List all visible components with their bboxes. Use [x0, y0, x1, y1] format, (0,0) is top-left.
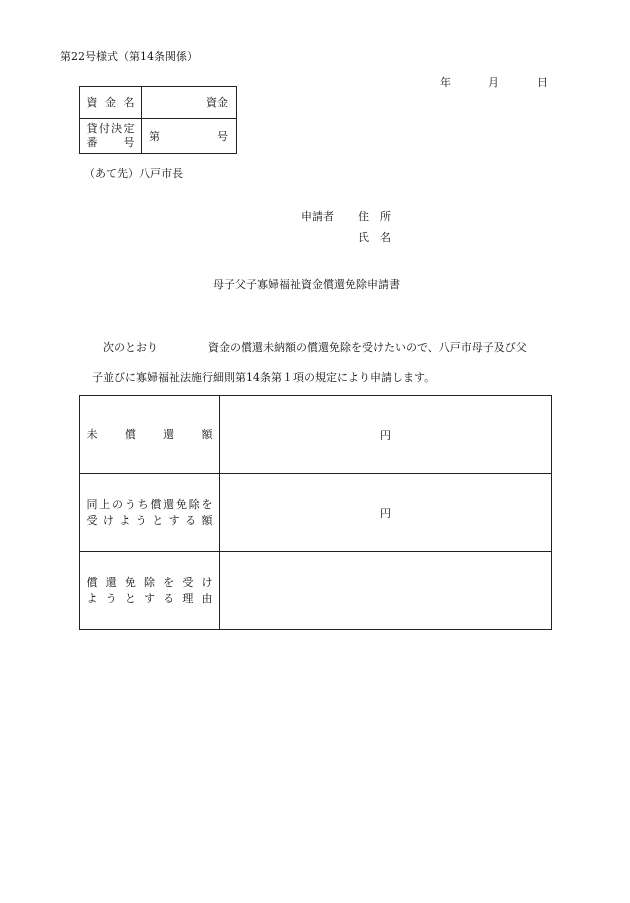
exempt-amount-cell[interactable]	[220, 474, 552, 552]
main-table	[79, 395, 552, 630]
reason-cell[interactable]	[220, 552, 552, 630]
decision-label-line2: 番 号	[86, 136, 135, 149]
applicant-label: 申請者	[301, 210, 334, 223]
unpaid-yen: 円	[380, 428, 391, 442]
fund-suffix: 資金	[206, 96, 228, 109]
table-row	[80, 474, 552, 552]
decision-dai: 第	[149, 130, 160, 143]
decision-gou: 号	[217, 130, 228, 143]
body-line1-a: 次のとおり	[103, 341, 158, 354]
fund-table	[79, 86, 237, 154]
applicant-address-label: 住 所	[358, 210, 391, 223]
fund-name-label: 資 金 名	[86, 95, 135, 109]
body-line2: 子並びに寡婦福祉法施行細則第14条第１項の規定により申請します。	[92, 371, 436, 384]
exempt-amount-label-cell	[80, 474, 220, 552]
addressee: （あて先）八戸市長	[84, 167, 183, 180]
exempt-amount-label-line1: 同上のうち償還免除を	[86, 497, 213, 511]
exempt-amount-label-line2: 受けようとする額	[86, 513, 213, 527]
body-line1-b: 資金の償還未納額の償還免除を受けたいので、八戸市母子及び父	[208, 341, 527, 354]
unpaid-label: 未 償 還 額	[86, 427, 213, 441]
reason-label-line1: 償還免除を受け	[86, 575, 213, 589]
date-line	[440, 74, 550, 88]
reason-label-line2: ようとする理由	[86, 591, 213, 605]
fund-name-label-cell	[80, 87, 142, 119]
exempt-yen: 円	[380, 506, 391, 520]
table-row	[80, 552, 552, 630]
applicant-name-label: 氏 名	[358, 231, 391, 244]
decision-label-line1: 貸付決定	[86, 122, 135, 135]
unpaid-amount-cell[interactable]	[220, 396, 552, 474]
document-title: 母子父子寡婦福祉資金償還免除申請書	[213, 278, 400, 291]
decision-number-cell[interactable]	[142, 119, 237, 154]
date-month: 月	[488, 76, 499, 89]
date-year: 年	[440, 76, 451, 89]
reason-label-cell	[80, 552, 220, 630]
table-row	[80, 396, 552, 474]
decision-label-cell	[80, 119, 142, 154]
form-number: 第22号様式（第14条関係）	[60, 50, 198, 63]
date-day: 日	[537, 76, 548, 89]
fund-name-value-cell[interactable]	[142, 87, 237, 119]
unpaid-label-cell	[80, 396, 220, 474]
